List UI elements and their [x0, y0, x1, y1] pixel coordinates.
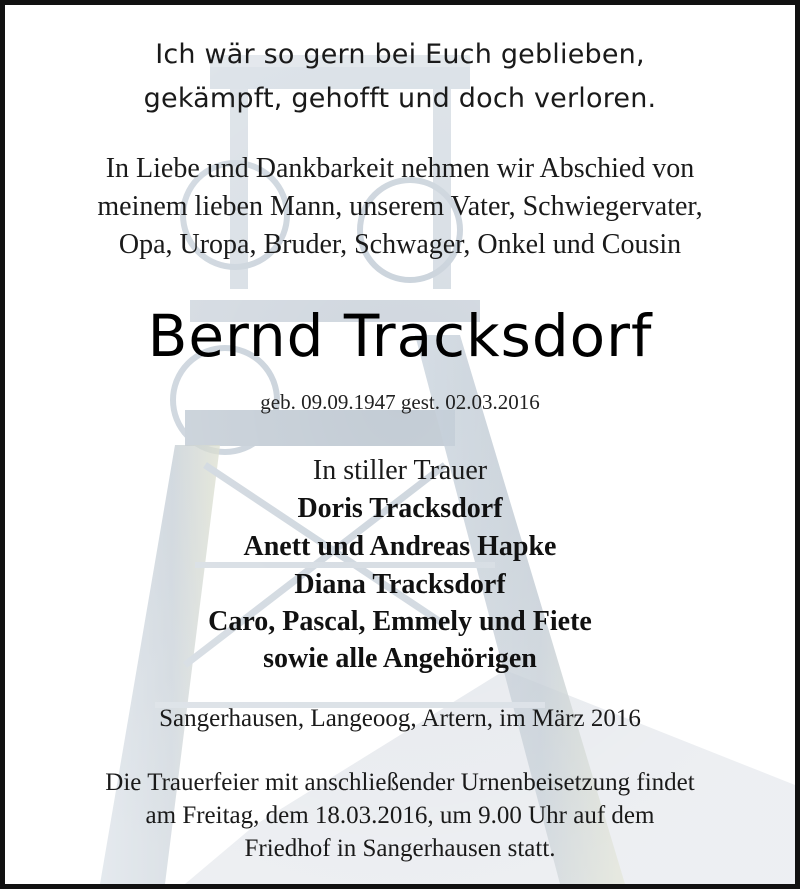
intro-line-3: Opa, Uropa, Bruder, Schwager, Onkel und Cousin — [118, 229, 682, 260]
deceased-name: Bernd Tracksdorf — [147, 302, 653, 370]
life-dates: geb. 09.09.1947 gest. 02.03.2016 — [260, 390, 540, 414]
mourner-name: Doris Tracksdorf — [297, 493, 503, 524]
funeral-line-2: am Freitag, dem 18.03.2016, um 9.00 Uhr auf dem — [145, 802, 655, 829]
mourning-heading: In stiller Trauer — [312, 455, 488, 486]
mourner-name: Caro, Pascal, Emmely und Fiete — [208, 606, 592, 637]
intro-line-1: In Liebe und Dankbarkeit nehmen wir Abschied von — [105, 153, 695, 184]
mourner-name: Diana Tracksdorf — [294, 569, 506, 600]
mourner-name: sowie alle Angehörigen — [263, 643, 537, 674]
motto-line-2: gekämpft, gehofft und doch verloren. — [143, 83, 657, 114]
notice-text — [5, 5, 795, 884]
intro-line-2: meinem lieben Mann, unserem Vater, Schwiegervater, — [97, 191, 703, 222]
funeral-line-3: Friedhof in Sangerhausen statt. — [244, 835, 556, 862]
place-and-date: Sangerhausen, Langeoog, Artern, im März 2016 — [159, 705, 641, 732]
motto-line-1: Ich wär so gern bei Euch geblieben, — [155, 39, 645, 70]
funeral-line-1: Die Trauerfeier mit anschließender Urnenbeisetzung findet — [105, 769, 695, 796]
mourner-name: Anett und Andreas Hapke — [243, 531, 557, 562]
